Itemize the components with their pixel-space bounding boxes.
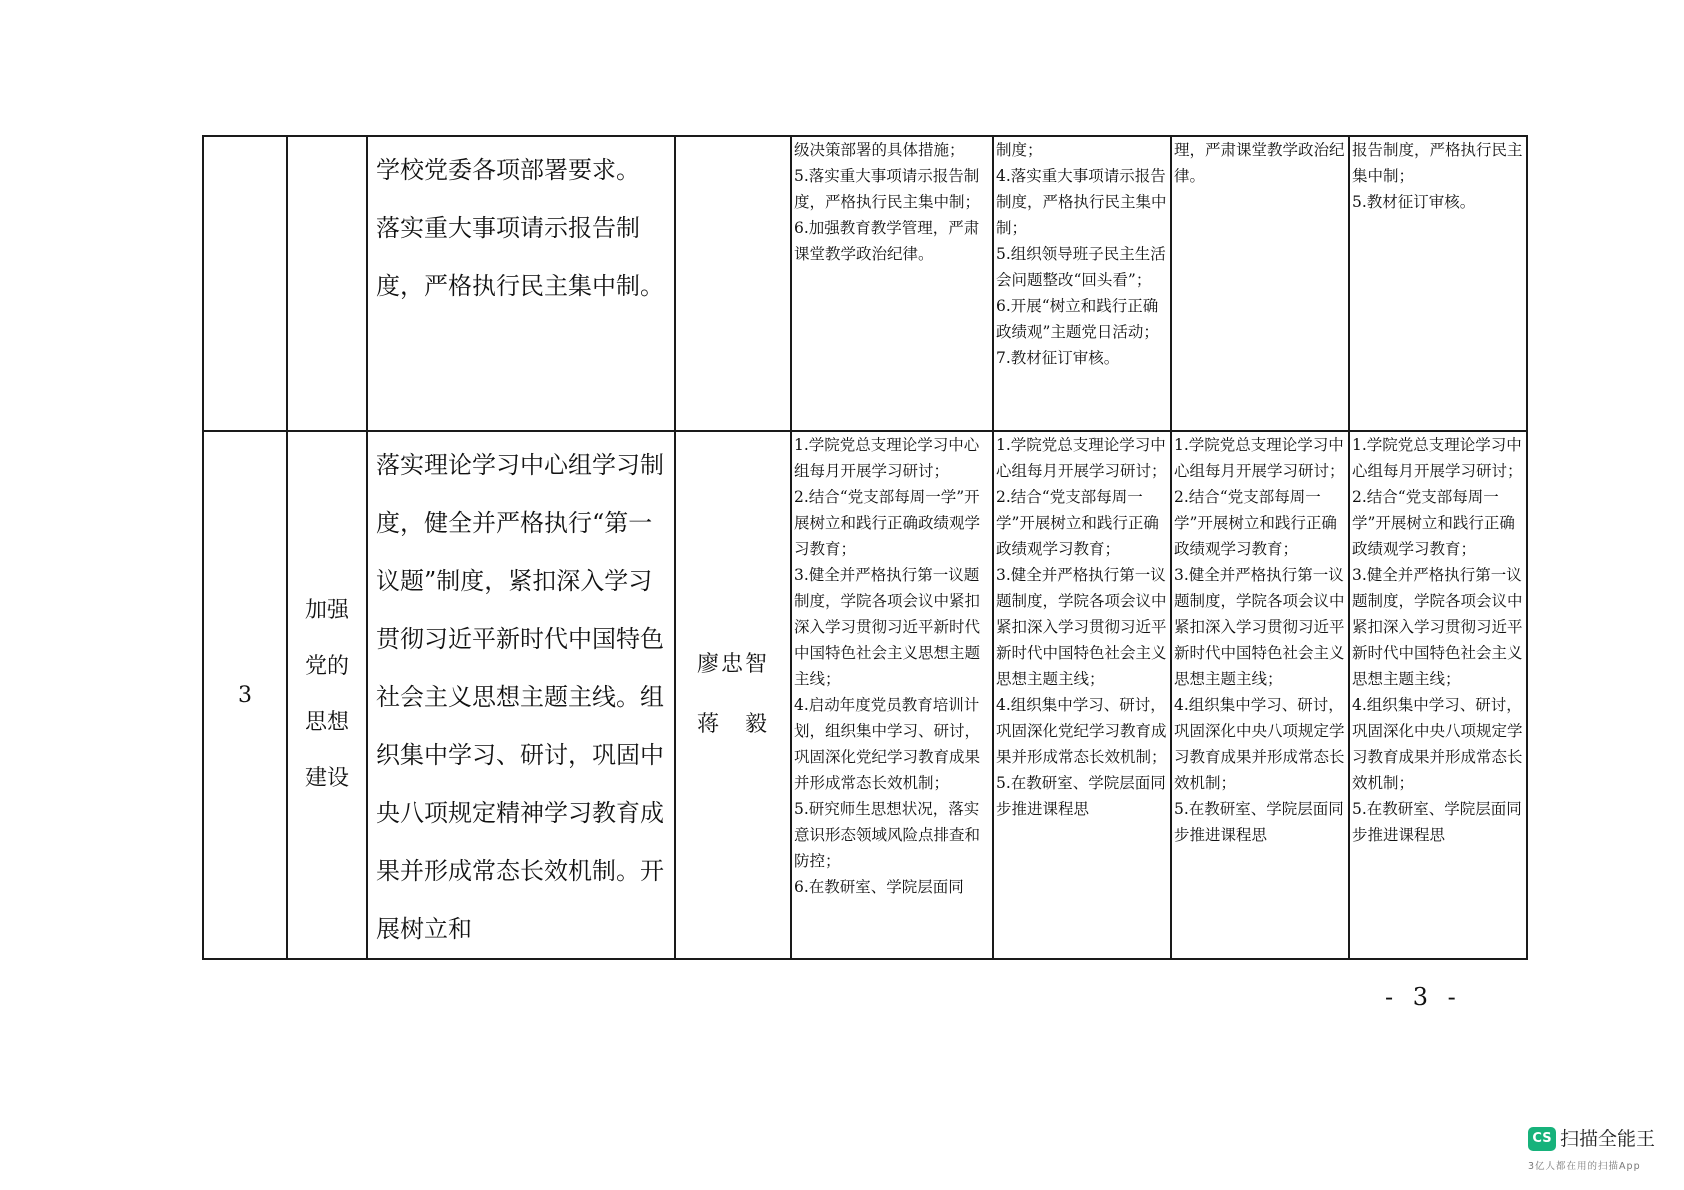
task-cell (287, 136, 367, 431)
measure-item: 2.结合“党支部每周一学”开展树立和践行正确政绩观学习教育； (794, 488, 981, 558)
task-line: 党的 (304, 654, 349, 679)
watermark-tagline: 3亿人都在用的扫描App (1528, 1161, 1641, 1172)
measure-item: 5.在教研室、学院层面同步推进课程思 (1352, 800, 1522, 844)
measure-item: 2.结合“党支部每周一学”开展树立和践行正确政绩观学习教育； (1174, 488, 1337, 558)
task-line: 建设 (304, 766, 349, 791)
page-number: - 3 - (1385, 983, 1462, 1011)
measure-item: 4.组织集中学习、研讨，巩固深化中央八项规定学习教育成果并形成常态长效机制； (1352, 696, 1523, 792)
measure-item: 4.启动年度党员教育培训计划，组织集中学习、研讨，巩固深化党纪学习教育成果并形成常态长效机制； (794, 696, 981, 792)
measure-item: 理，严肃课堂教学政治纪律。 (1174, 141, 1345, 185)
leader-name: 蒋 毅 (696, 712, 769, 737)
measure-item: 5.在教研室、学院层面同步推进课程思 (996, 774, 1166, 818)
measure-item: 制度； (996, 141, 1043, 159)
camscanner-logo-icon: CS (1528, 1127, 1556, 1151)
watermark-name: 扫描全能王 (1560, 1128, 1656, 1150)
requirements-cell (367, 431, 675, 959)
scanner-watermark (1528, 1127, 1678, 1177)
measure-item: 1.学院党总支理论学习中心组每月开展学习研讨； (996, 436, 1167, 480)
measure-item: 1.学院党总支理论学习中心组每月开展学习研讨； (1174, 436, 1345, 480)
measure-item: 1.学院党总支理论学习中心组每月开展学习研讨； (794, 436, 980, 480)
measures-cell-3 (1171, 136, 1349, 431)
requirement-line: 度，严格执行民主集中制。 (376, 272, 664, 300)
requirement-line: 落实重大事项请示报告制 (376, 214, 640, 242)
measure-item: 报告制度，严格执行民主集中制； (1352, 141, 1523, 185)
table-row (203, 431, 1527, 959)
task-line: 加强 (304, 598, 349, 623)
measure-item: 5.组织领导班子民主生活会问题整改“回头看”； (996, 245, 1166, 289)
leader-name: 廖忠智 (696, 652, 769, 677)
measure-item: 5.研究师生思想状况，落实意识形态领域风险点排查和防控； (794, 800, 981, 870)
task-line: 思想 (304, 710, 349, 735)
measure-item: 2.结合“党支部每周一学”开展树立和践行正确政绩观学习教育； (996, 488, 1159, 558)
measures-cell-3 (1171, 431, 1349, 959)
measure-item: 5.教材征订审核。 (1352, 193, 1476, 211)
work-plan-table (202, 135, 1528, 960)
row-number-cell (203, 136, 287, 431)
measure-item: 6.加强教育教学管理，严肃课堂教学政治纪律。 (794, 219, 980, 263)
measure-item: 6.在教研室、学院层面同 (794, 878, 964, 896)
table-row (203, 136, 1527, 431)
measure-item: 3.健全并严格执行第一议题制度，学院各项会议中紧扣深入学习贯彻习近平新时代中国特色社会主义思想主题主线； (1174, 566, 1345, 688)
measure-item: 3.健全并严格执行第一议题制度，学院各项会议中紧扣深入学习贯彻习近平新时代中国特色社会主义思想主题主线； (1352, 566, 1523, 688)
measure-item: 5.落实重大事项请示报告制度，严格执行民主集中制； (794, 167, 981, 211)
measure-item: 3.健全并严格执行第一议题制度，学院各项会议中紧扣深入学习贯彻习近平新时代中国特色社会主义思想主题主线； (996, 566, 1167, 688)
measures-cell-1 (791, 431, 993, 959)
measure-item: 6.开展“树立和践行正确政绩观”主题党日活动； (996, 297, 1159, 341)
requirement-line: 学校党委各项部署要求。 (376, 156, 640, 184)
measure-item: 4.组织集中学习、研讨，巩固深化党纪学习教育成果并形成常态长效机制； (996, 696, 1167, 766)
measures-cell-4 (1349, 431, 1527, 959)
measure-item: 5.在教研室、学院层面同步推进课程思 (1174, 800, 1344, 844)
measure-item: 2.结合“党支部每周一学”开展树立和践行正确政绩观学习教育； (1352, 488, 1515, 558)
row-number-cell: 3 (203, 431, 287, 959)
leader-cell (675, 136, 791, 431)
measure-item: 级决策部署的具体措施； (794, 141, 965, 159)
measures-cell-4 (1349, 136, 1527, 431)
leader-cell (675, 431, 791, 959)
measure-item: 4.落实重大事项请示报告制度，严格执行民主集中制； (996, 167, 1167, 237)
measures-cell-1 (791, 136, 993, 431)
task-cell (287, 431, 367, 959)
measure-item: 3.健全并严格执行第一议题制度，学院各项会议中紧扣深入学习贯彻习近平新时代中国特色社会主义思想主题主线； (794, 566, 981, 688)
measure-item: 4.组织集中学习、研讨，巩固深化中央八项规定学习教育成果并形成常态长效机制； (1174, 696, 1345, 792)
measures-cell-2 (993, 136, 1171, 431)
measures-cell-2 (993, 431, 1171, 959)
measure-item: 7.教材征订审核。 (996, 349, 1120, 367)
requirement-text: 落实理论学习中心组学习制度，健全并严格执行“第一议题”制度，紧扣深入学习贯彻习近平新时代中国特色社会主义思想主题主线。组织集中学习、研讨，巩固中央八项规定精神学习教育成果并形成常态长效机制。开展树立和 (376, 451, 664, 943)
measure-item: 1.学院党总支理论学习中心组每月开展学习研讨； (1352, 436, 1523, 480)
requirements-cell (367, 136, 675, 431)
